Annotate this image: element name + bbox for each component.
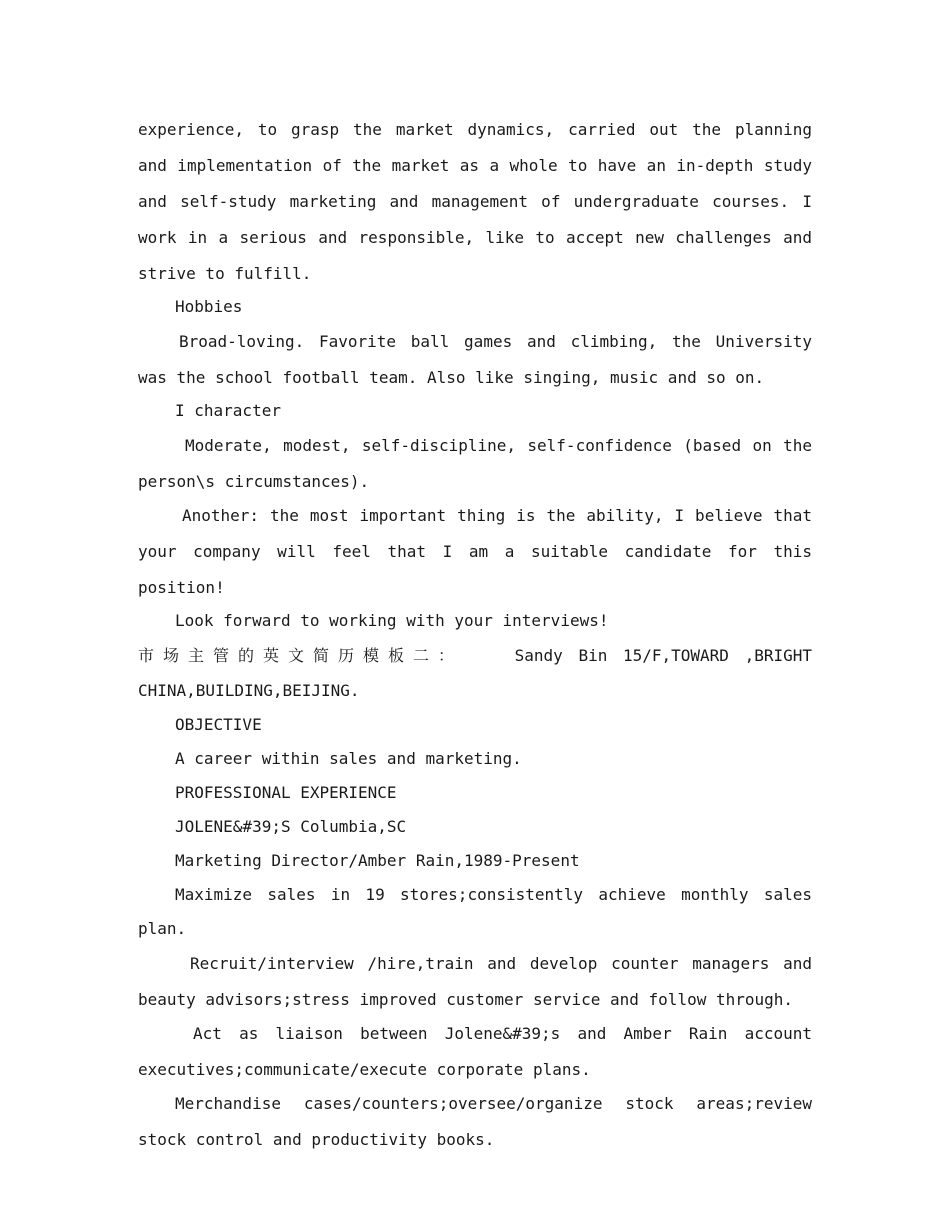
document-page [138,112,812,1158]
position-line: Marketing Director/Amber Rain,1989-Present [175,851,580,870]
character-paragraph: Moderate, modest, self-discipline, self-confidence (based on the person\s circumstances). [138,436,812,491]
template-two-address-continued: CHINA,BUILDING,BEIJING. [138,681,360,700]
template-two-chinese-title: 市场主管的英文简历模板二： [138,646,464,665]
objective-heading: OBJECTIVE [175,715,262,734]
duty-item-sales: Maximize sales in 19 stores;consistently achieve monthly sales plan. [138,885,812,938]
hobbies-heading: Hobbies [175,297,243,316]
closing-line: Look forward to working with your interviews! [175,611,609,630]
duty-item-liaison: Act as liaison between Jolene&#39;s and Amber Rain account executives;communicate/execute corporate plans. [138,1024,812,1079]
template-two-header [138,638,812,674]
employer-line: JOLENE&#39;S Columbia,SC [175,817,407,836]
hobbies-paragraph: Broad-loving. Favorite ball games and climbing, the University was the school football team. Also like singing, music and so on. [138,332,812,387]
duty-item-recruit: Recruit/interview /hire,train and develop counter managers and beauty advisors;stress improved customer service and follow through. [138,954,812,1009]
intro-paragraph: experience, to grasp the market dynamics, carried out the planning and implementation of the market as a whole to have an in-depth study and self-study marketing and management of undergraduate courses. I work in a serious and responsible, like to accept new challenges and strive to fulfill. [138,120,812,283]
character-heading: I character [175,401,281,420]
another-paragraph: Another: the most important thing is the ability, I believe that your company will feel that I am a suitable candidate for this position! [138,506,812,597]
objective-text: A career within sales and marketing. [175,749,522,768]
experience-heading: PROFESSIONAL EXPERIENCE [175,783,397,802]
duty-item-merchandise: Merchandise cases/counters;oversee/organize stock areas;review stock control and productivity books. [138,1094,812,1149]
template-two-name-address: Sandy Bin 15/F,TOWARD ,BRIGHT [514,646,812,665]
